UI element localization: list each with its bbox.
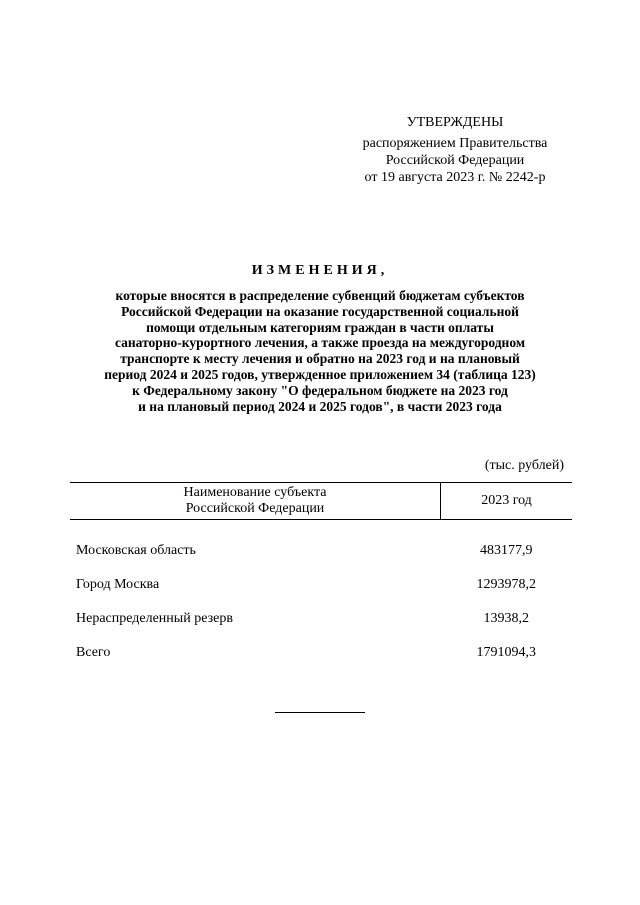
subtitle-line: помощи отдельным категориям граждан в части оплаты (146, 319, 494, 335)
row-value: 13938,2 (483, 611, 529, 626)
subtitle-line: и на плановый период 2024 и 2025 годов", в части 2023 года (138, 398, 502, 414)
table-row (70, 520, 572, 569)
subtitle-line: к Федеральному закону "О федеральном бюджете на 2023 год (132, 382, 508, 398)
subtitle-line: которые вносятся в распределение субвенций бюджетам субъектов (115, 288, 525, 303)
approval-block (330, 114, 580, 186)
closing-rule (275, 712, 365, 713)
row-value: 1293978,2 (476, 577, 536, 592)
subtitle-line: период 2024 и 2025 годов, утвержденное приложением 34 (таблица 123) (104, 366, 536, 382)
approval-word: УТВЕРЖДЕНЫ (406, 115, 504, 130)
document-subtitle (40, 288, 600, 414)
header-year: 2023 год (441, 483, 573, 520)
header-subject-line-2: Российской Федерации (185, 501, 325, 516)
header-subject-line-1: Наименование субъекта (183, 485, 327, 500)
subtitle-line: санаторно-курортного лечения, а также проезда на междугородном (114, 335, 526, 351)
table-row (70, 568, 572, 602)
table-row-total (70, 636, 572, 670)
row-name: Всего (76, 645, 111, 660)
approval-line-3: от 19 августа 2023 г. № 2242-р (364, 170, 546, 185)
approval-line-2: Российской Федерации (385, 153, 525, 168)
row-name: Город Москва (76, 577, 160, 592)
approval-line-1: распоряжением Правительства (362, 136, 548, 151)
subtitle-line: транспорте к месту лечения и обратно на 2023 год и на плановый (120, 351, 520, 367)
row-name: Московская область (76, 543, 196, 558)
row-value: 1791094,3 (476, 645, 536, 660)
subsidy-table (70, 482, 572, 670)
table-row (70, 602, 572, 636)
subtitle-line: Российской Федерации на оказание государственной социальной (121, 303, 519, 319)
units-note: (тыс. рублей) (484, 458, 564, 473)
row-name: Нераспределенный резерв (76, 611, 233, 626)
document-title: ИЗМЕНЕНИЯ, (251, 263, 389, 278)
table-header-row (70, 483, 572, 520)
row-value: 483177,9 (480, 543, 533, 558)
header-subject-name (70, 483, 441, 520)
